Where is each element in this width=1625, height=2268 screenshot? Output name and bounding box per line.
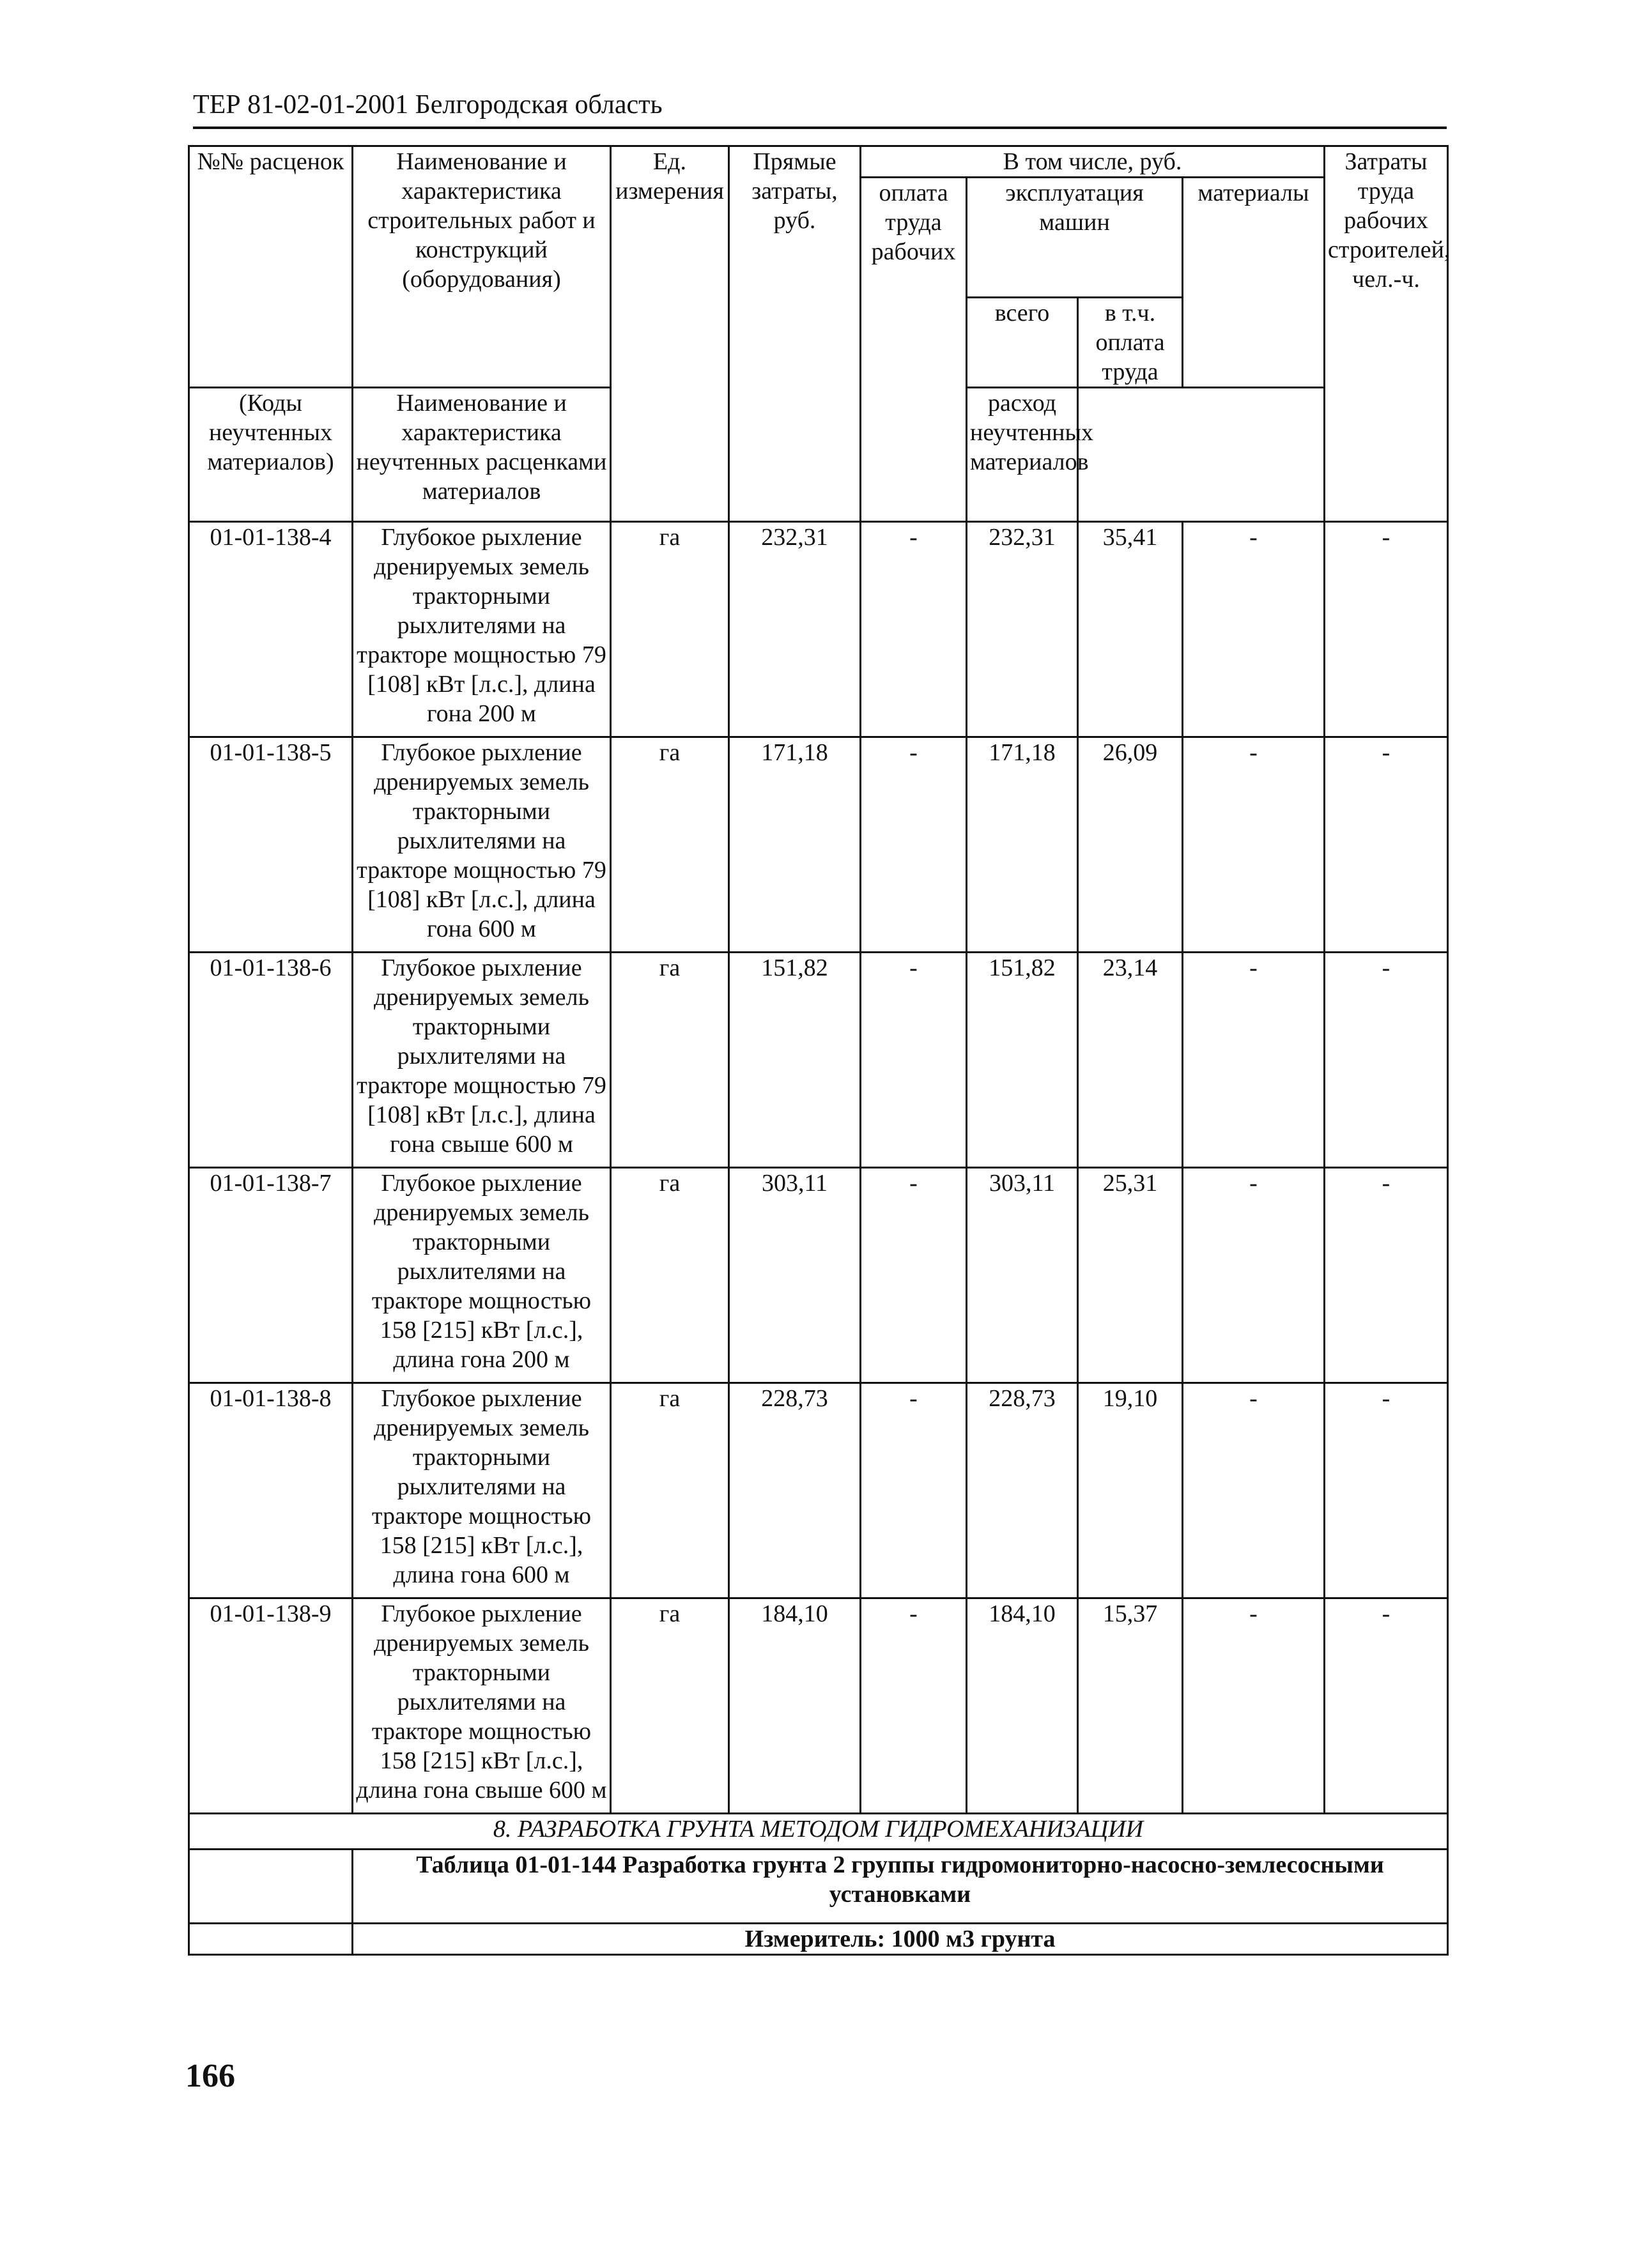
- col-header-incl-group: В том числе, руб.: [861, 146, 1325, 178]
- labor-cost-cell: -: [1325, 953, 1448, 1168]
- unit-cell: га: [611, 953, 729, 1168]
- table-row: [189, 953, 1448, 1168]
- col-header-machines-total: всего: [967, 298, 1078, 388]
- labor-cost-cell: -: [1325, 522, 1448, 737]
- unit-cell: га: [611, 1598, 729, 1814]
- unit-cell: га: [611, 737, 729, 953]
- empty-cell: [189, 1924, 353, 1955]
- work-name: Глубокое рыхление дренируемых земель тракторными рыхлителями на тракторе мощностью 158 [215] кВт [л.с.], длина гона 200 м: [353, 1168, 611, 1383]
- machines-labor-cell: 26,09: [1078, 737, 1183, 953]
- direct-cost-cell: 171,18: [729, 737, 861, 953]
- page-number: 166: [185, 2058, 235, 2094]
- labor-cost-cell: -: [1325, 1598, 1448, 1814]
- empty-cell: [189, 1850, 353, 1924]
- machines-total-cell: 151,82: [967, 953, 1078, 1168]
- machines-labor-cell: 35,41: [1078, 522, 1183, 737]
- col-header-machines-labor: в т.ч. оплата труда: [1078, 298, 1183, 388]
- document-header: ТЕР 81-02-01-2001 Белгородская область: [193, 89, 1447, 129]
- work-name: Глубокое рыхление дренируемых земель тракторными рыхлителями на тракторе мощностью 79 [108] кВт [л.с.], длина гона 200 м: [353, 522, 611, 737]
- machines-total-cell: 232,31: [967, 522, 1078, 737]
- labor-cost-cell: -: [1325, 1168, 1448, 1383]
- labor-pay-cell: -: [861, 522, 967, 737]
- materials-cell: -: [1183, 737, 1325, 953]
- machines-total-cell: 228,73: [967, 1383, 1078, 1598]
- unit-cell: га: [611, 1168, 729, 1383]
- table-row: [189, 1598, 1448, 1814]
- labor-pay-cell: -: [861, 1383, 967, 1598]
- machines-total-cell: 303,11: [967, 1168, 1078, 1383]
- materials-cell: -: [1183, 1168, 1325, 1383]
- machines-labor-cell: 25,31: [1078, 1168, 1183, 1383]
- direct-cost-cell: 184,10: [729, 1598, 861, 1814]
- col-header-labor-pay: оплата труда рабочих: [861, 178, 967, 522]
- col-header-materials: материалы: [1183, 178, 1325, 388]
- materials-cell: -: [1183, 1598, 1325, 1814]
- work-name: Глубокое рыхление дренируемых земель тракторными рыхлителями на тракторе мощностью 79 [108] кВт [л.с.], длина гона 600 м: [353, 737, 611, 953]
- work-name: Глубокое рыхление дренируемых земель тракторными рыхлителями на тракторе мощностью 158 [215] кВт [л.с.], длина гона свыше 600 м: [353, 1598, 611, 1814]
- machines-labor-cell: 23,14: [1078, 953, 1183, 1168]
- rate-code: 01-01-138-4: [189, 522, 353, 737]
- unit-cell: га: [611, 522, 729, 737]
- table-row: [189, 1168, 1448, 1383]
- col-header-materials-sub: расход неучтенных материалов: [967, 388, 1078, 522]
- work-name: Глубокое рыхление дренируемых земель тракторными рыхлителями на тракторе мощностью 158 [215] кВт [л.с.], длина гона 600 м: [353, 1383, 611, 1598]
- materials-cell: -: [1183, 522, 1325, 737]
- machines-labor-cell: 15,37: [1078, 1598, 1183, 1814]
- direct-cost-cell: 232,31: [729, 522, 861, 737]
- section-heading: 8. РАЗРАБОТКА ГРУНТА МЕТОДОМ ГИДРОМЕХАНИЗАЦИИ: [189, 1814, 1448, 1850]
- col-header-unit: Ед. измерения: [611, 146, 729, 522]
- direct-cost-cell: 151,82: [729, 953, 861, 1168]
- rate-code: 01-01-138-7: [189, 1168, 353, 1383]
- direct-cost-cell: 228,73: [729, 1383, 861, 1598]
- col-header-name: Наименование и характеристика строительных работ и конструкций (оборудования): [353, 146, 611, 388]
- table-row: [189, 1383, 1448, 1598]
- measurement-unit: Измеритель: 1000 м3 грунта: [353, 1924, 1448, 1955]
- col-header-name-sub: Наименование и характеристика неучтенных расценками материалов: [353, 388, 611, 522]
- direct-cost-cell: 303,11: [729, 1168, 861, 1383]
- col-header-code-sub: (Коды неучтенных материалов): [189, 388, 353, 522]
- rate-code: 01-01-138-8: [189, 1383, 353, 1598]
- table-title: Таблица 01-01-144 Разработка грунта 2 группы гидромониторно-насосно-землесосными установками: [353, 1850, 1448, 1924]
- machines-total-cell: 171,18: [967, 737, 1078, 953]
- rate-code: 01-01-138-5: [189, 737, 353, 953]
- labor-pay-cell: -: [861, 953, 967, 1168]
- labor-cost-cell: -: [1325, 737, 1448, 953]
- table-row: [189, 737, 1448, 953]
- rate-code: 01-01-138-9: [189, 1598, 353, 1814]
- materials-cell: -: [1183, 953, 1325, 1168]
- col-header-code: №№ расценок: [189, 146, 353, 388]
- labor-pay-cell: -: [861, 737, 967, 953]
- labor-pay-cell: -: [861, 1168, 967, 1383]
- work-name: Глубокое рыхление дренируемых земель тракторными рыхлителями на тракторе мощностью 79 [108] кВт [л.с.], длина гона свыше 600 м: [353, 953, 611, 1168]
- col-header-direct: Прямые затраты, руб.: [729, 146, 861, 522]
- table-row: [189, 522, 1448, 737]
- machines-labor-cell: 19,10: [1078, 1383, 1183, 1598]
- rate-code: 01-01-138-6: [189, 953, 353, 1168]
- unit-cell: га: [611, 1383, 729, 1598]
- labor-pay-cell: -: [861, 1598, 967, 1814]
- col-header-machines: эксплуатация машин: [967, 178, 1183, 298]
- machines-total-cell: 184,10: [967, 1598, 1078, 1814]
- materials-cell: -: [1183, 1383, 1325, 1598]
- price-table: [188, 145, 1449, 1956]
- col-header-labor-cost: Затраты труда рабочих строителей, чел.-ч.: [1325, 146, 1448, 522]
- labor-cost-cell: -: [1325, 1383, 1448, 1598]
